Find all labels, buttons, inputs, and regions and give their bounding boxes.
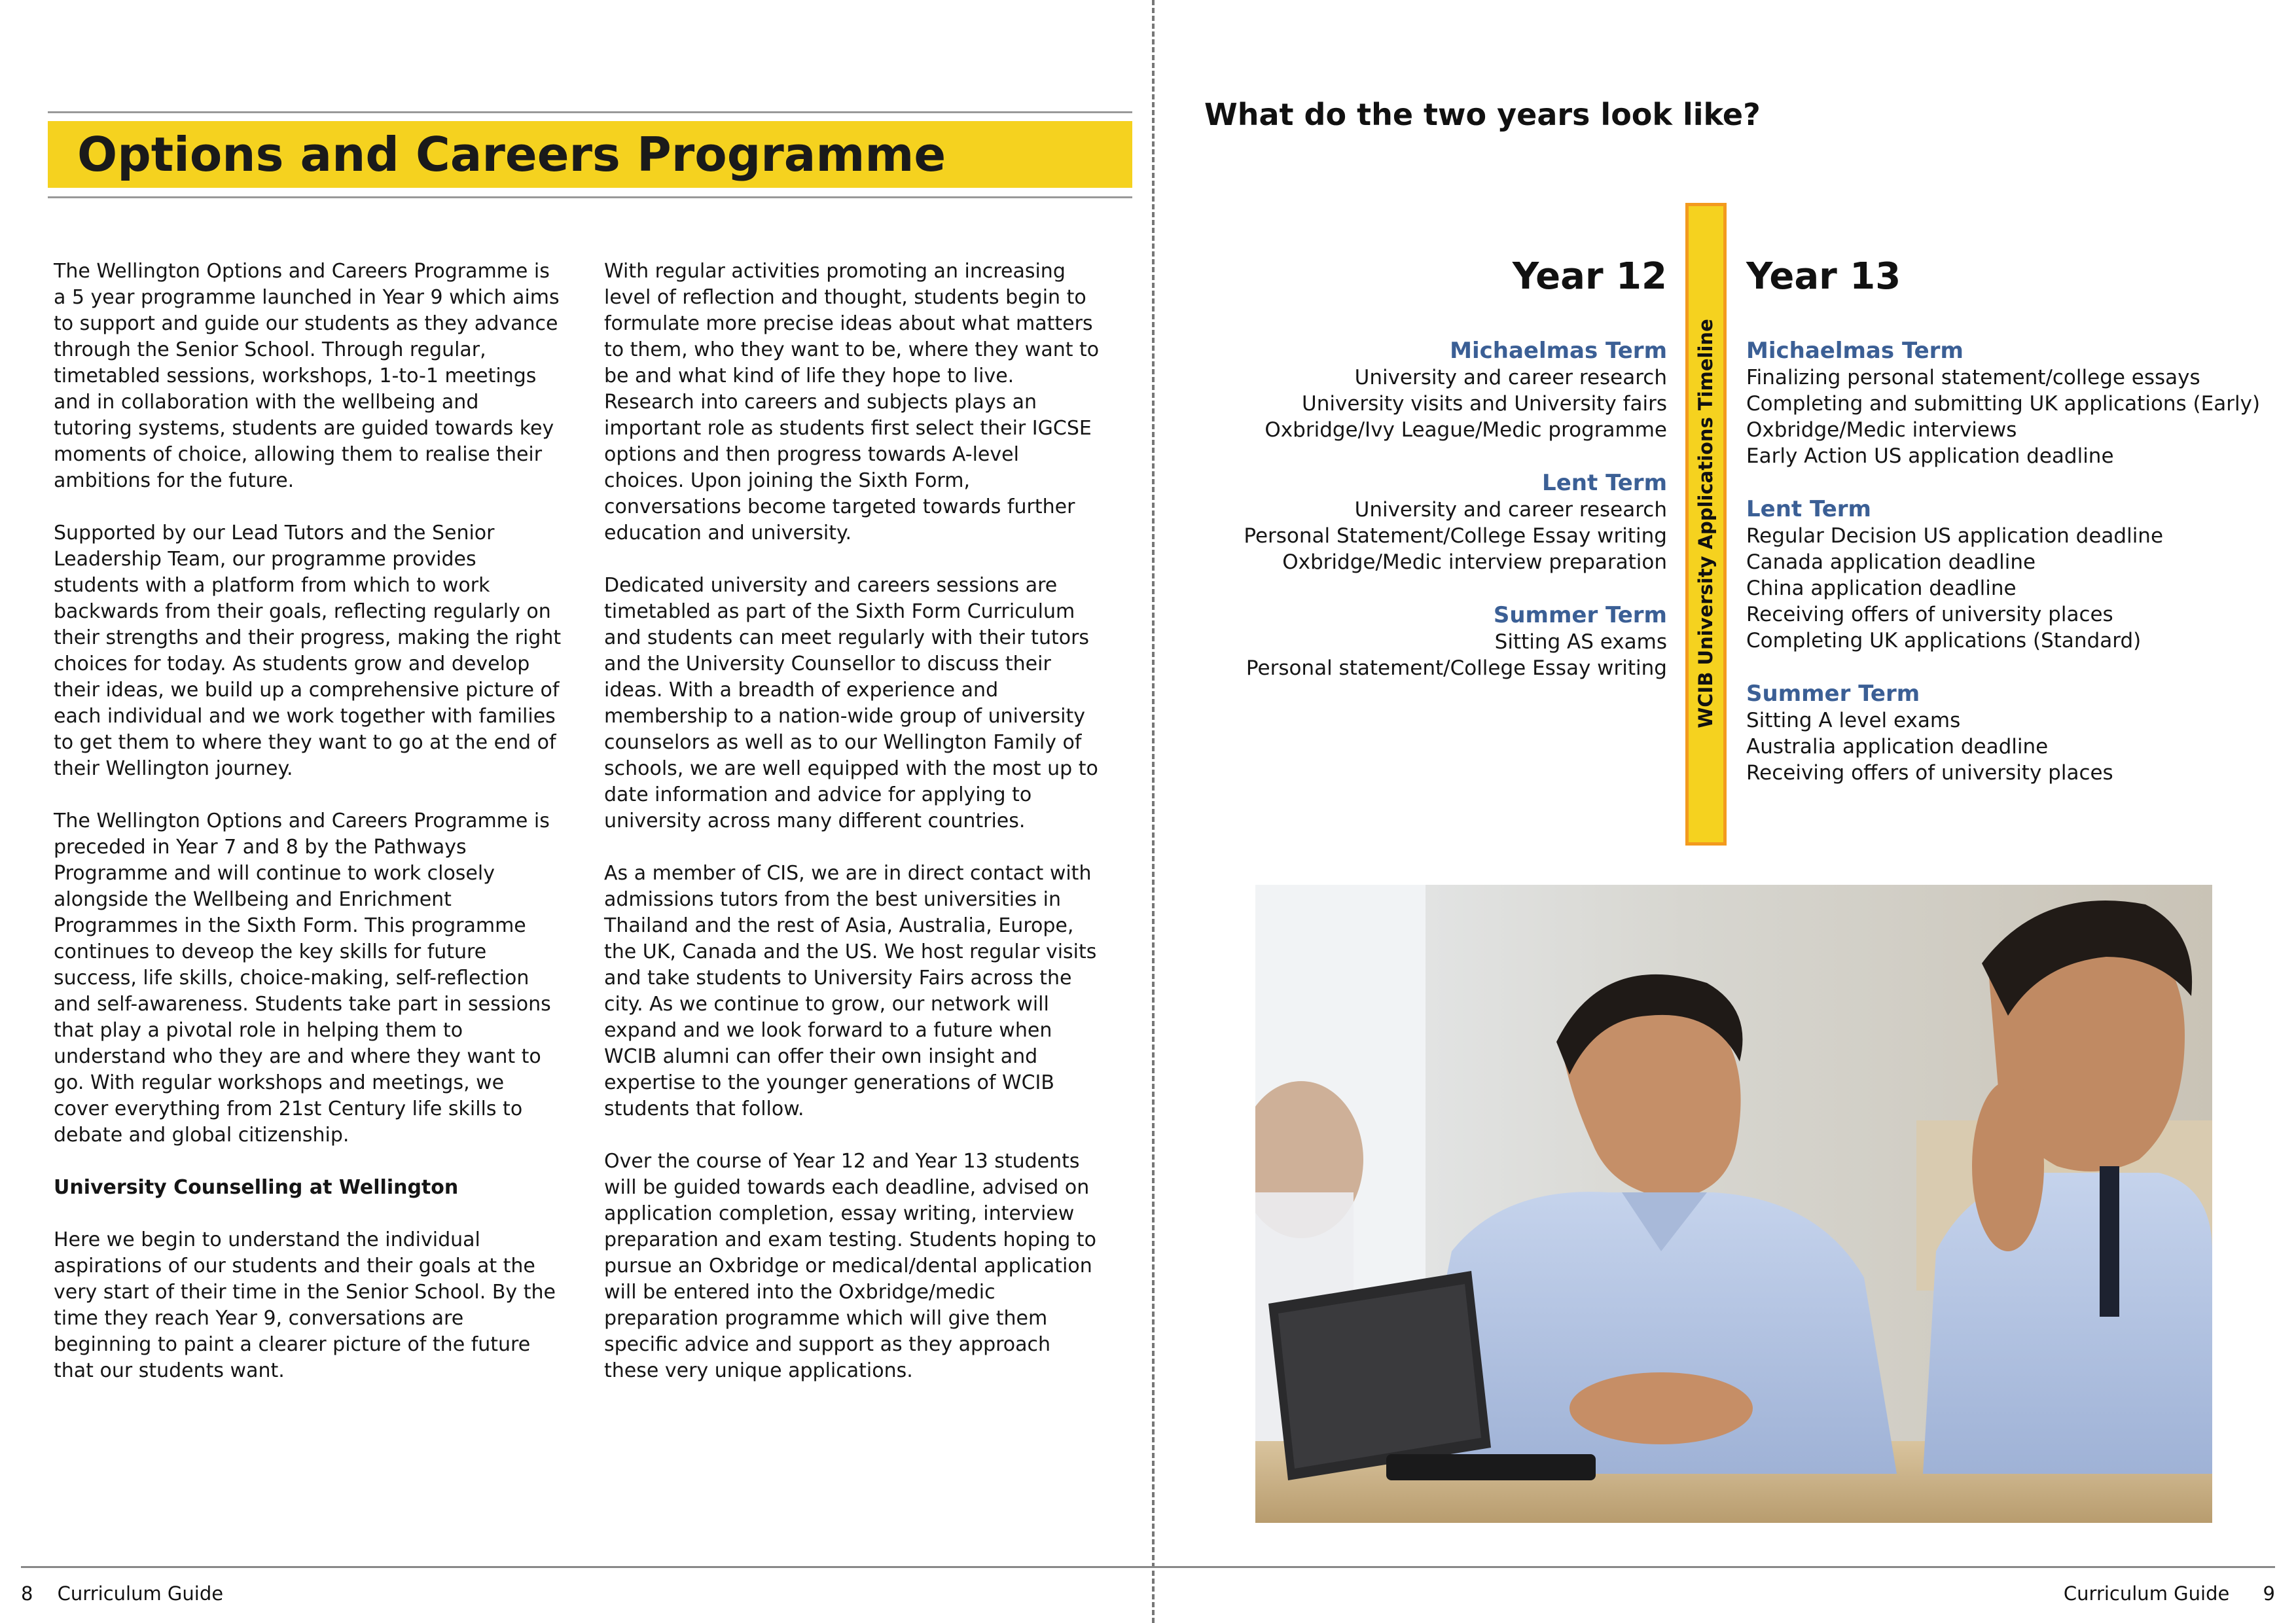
paragraph: As a member of CIS, we are in direct contact with admissions tutors from the best universities in Thailand and the rest of Asia, Australia, Europe, the UK, Canada and the US. We host regular visits and take students to University Fairs across the city. As we continue to grow, our network will expand and we look forward to a future when WCIB alumni can offer their own insight and expertise to the younger generations of WCIB students that follow. <box>604 862 1097 1120</box>
term-item: Canada application deadline <box>1746 550 2036 574</box>
term-block <box>1183 601 1667 681</box>
year-title: Year 13 <box>1746 255 1901 298</box>
paragraph: With regular activities promoting an increasing level of reflection and thought, students begin to formulate more precise ideas about what matters to them, who they want to be, where they want to be and what kind of life they hope to live. Research into careers and subjects plays an important role as students first select their IGCSE options and then progress towards A-level choices. Upon joining the Sixth Form, conversations become targeted towards further education and university. <box>604 260 1100 544</box>
students-classroom-photo <box>1255 885 2212 1523</box>
section-subheading: University Counselling at Wellington <box>54 1176 459 1199</box>
year-title: Year 12 <box>1512 255 1667 298</box>
term-item: Early Action US application deadline <box>1746 444 2114 468</box>
term-item: Receiving offers of university places <box>1746 761 2113 785</box>
term-item: China application deadline <box>1746 577 2017 600</box>
page-number: 8 <box>21 1582 33 1605</box>
paragraph: Dedicated university and careers sessions are timetabled as part of the Sixth Form Curriculum and students can meet regularly with their tutors and the University Counsellor to discuss their ideas. With a breadth of experience and membership to a nation-wide group of university counselors as well as to our Wellington Family of schools, we are well equipped with the most up to date information and advice for applying to university across many different countries. <box>604 574 1098 832</box>
term-item: Receiving offers of university places <box>1746 603 2113 626</box>
spread-divider <box>1152 0 1155 1623</box>
term-item: Oxbridge/Medic interviews <box>1746 418 2017 442</box>
page-title: Options and Careers Programme <box>77 127 946 182</box>
term-item: University and career research <box>1354 366 1667 389</box>
term-name: Michaelmas Term <box>1450 338 1667 364</box>
term-item: Sitting A level exams <box>1746 709 1961 732</box>
term-item: Australia application deadline <box>1746 735 2049 758</box>
footer-label: Curriculum Guide <box>57 1582 224 1605</box>
term-block <box>1183 337 1667 443</box>
term-item: Oxbridge/Ivy League/Medic programme <box>1265 418 1667 442</box>
title-rule-bottom <box>48 196 1132 198</box>
paragraph: Over the course of Year 12 and Year 13 students will be guided towards each deadline, advised on application completion, essay writing, interview preparation and exam testing. Students hoping to pursue an Oxbridge or medical/dental application will be entered into the Oxbridge/medic preparation programme which will give them specific advice and support as they approach these very unique applications. <box>604 1150 1096 1382</box>
title-rule-top <box>48 111 1132 113</box>
term-item: Regular Decision US application deadline <box>1746 524 2164 548</box>
term-item: Completing and submitting UK applications (Early) <box>1746 392 2261 416</box>
footer-left <box>21 1582 223 1605</box>
year-12-column <box>1183 251 1667 707</box>
page-number: 9 <box>2263 1582 2275 1605</box>
term-item: Personal Statement/College Essay writing <box>1244 524 1667 548</box>
term-item: Sitting AS exams <box>1494 630 1667 654</box>
body-column-2 <box>604 259 1128 1410</box>
term-item: Personal statement/College Essay writing <box>1246 656 1667 680</box>
term-item: University and career research <box>1354 498 1667 522</box>
paragraph: The Wellington Options and Careers Programme is a 5 year programme launched in Year 9 which aims to support and guide our students as they advance through the Senior School. Through regular, timetabled sessions, workshops, 1-to-1 meetings and in collaboration with the wellbeing and tutoring systems, students are guided towards key moments of choice, allowing them to realise their ambitions for the future. <box>54 260 560 492</box>
paragraph: Here we begin to understand the individual aspirations of our students and their goals at the very start of their time in the Senior School. By the time they reach Year 9, conversations are beginning to paint a clearer picture of the future that our students want. <box>54 1228 556 1382</box>
term-block <box>1746 495 2231 654</box>
timeline-label: WCIB University Applications Timeline <box>1695 319 1717 728</box>
term-block <box>1746 337 2261 469</box>
footer-rule <box>21 1566 2275 1568</box>
term-name: Lent Term <box>1542 470 1667 496</box>
year-13-column <box>1746 251 2261 812</box>
term-item: Completing UK applications (Standard) <box>1746 629 2142 652</box>
paragraph: The Wellington Options and Careers Programme is preceded in Year 7 and 8 by the Pathways Programme and will continue to work closely alongside the Wellbeing and Enrichment Programmes in the Sixth Form. This programme continues to deveop the key skills for future success, life skills, choice-making, self-reflection and self-awareness. Students take part in sessions that play a pivotal role in helping them to understand who they are and where they want to go. With regular workshops and meetings, we cover everything from 21st Century life skills to debate and global citizenship. <box>54 810 551 1147</box>
term-name: Summer Term <box>1746 681 1920 707</box>
paragraph: Supported by our Lead Tutors and the Senior Leadership Team, our programme provides students with a platform from which to work backwards from their goals, reflecting regularly on their strengths and their progress, making the right choices for today. As students grow and develop their ideas, we build up a comprehensive picture of each individual and we work together with families to get them to where they want to go at the end of their Wellington journey. <box>54 522 562 780</box>
term-item: University visits and University fairs <box>1302 392 1667 416</box>
footer-right <box>2064 1582 2275 1605</box>
term-name: Michaelmas Term <box>1746 338 1964 364</box>
term-item: Oxbridge/Medic interview preparation <box>1282 550 1667 574</box>
footer-label: Curriculum Guide <box>2063 1582 2230 1605</box>
term-block <box>1746 680 2231 786</box>
timeline-heading: What do the two years look like? <box>1204 97 1761 132</box>
term-name: Lent Term <box>1746 496 1871 522</box>
term-item: Finalizing personal statement/college essays <box>1746 366 2200 389</box>
term-name: Summer Term <box>1493 602 1667 628</box>
term-block <box>1183 469 1667 575</box>
body-column-1 <box>54 259 577 1410</box>
